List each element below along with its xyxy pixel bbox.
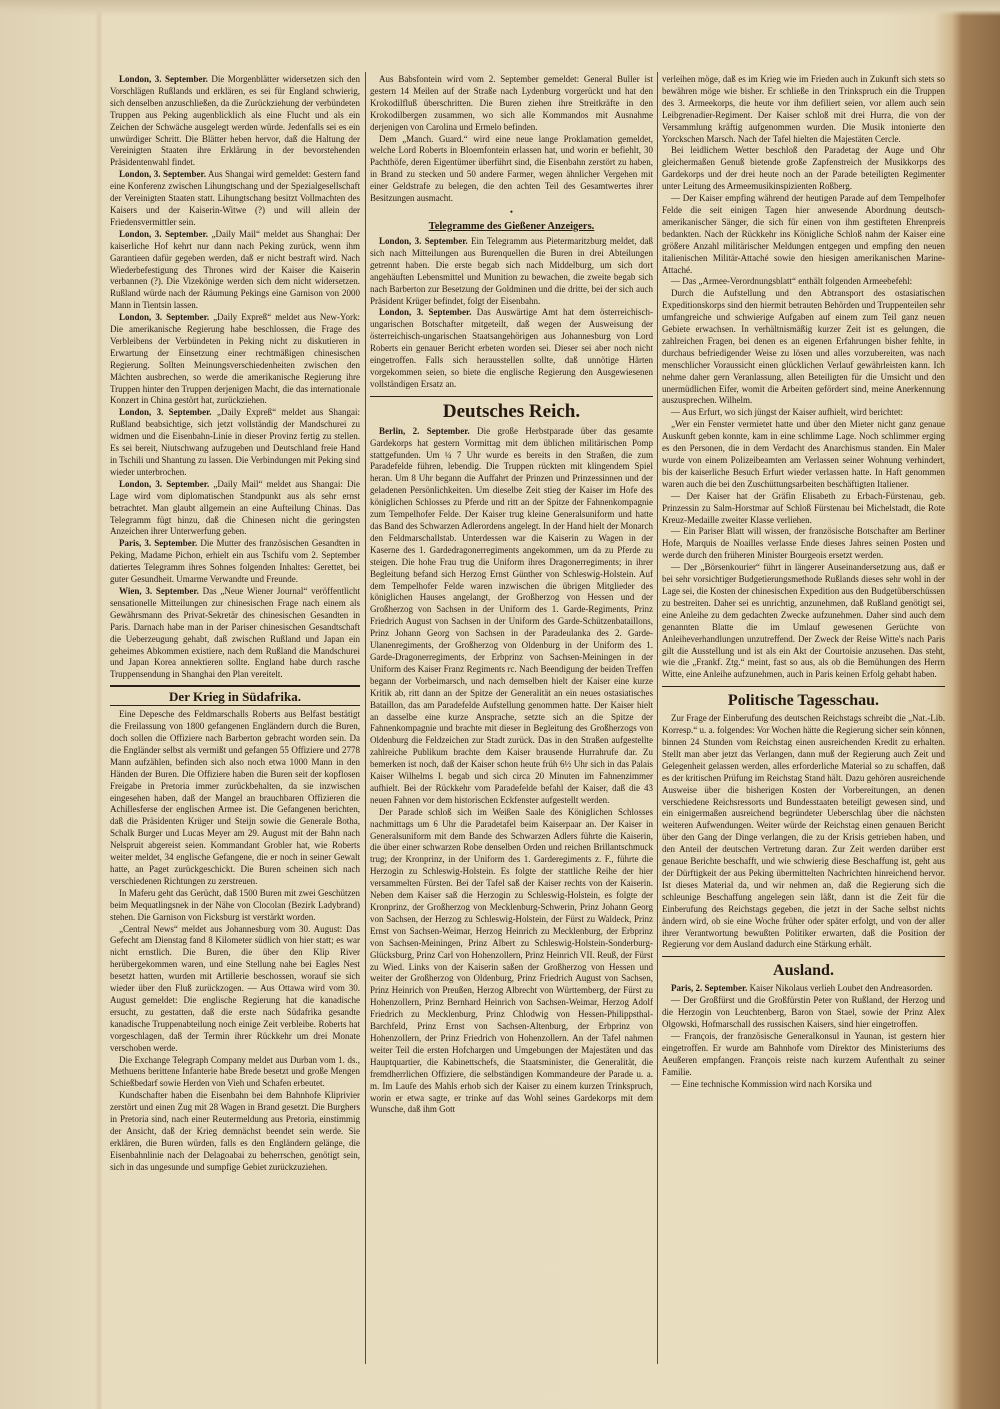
article-paragraph: — Der Kaiser empfing während der heutigen Parade auf dem Tempelhofer Felde die seit einigen Tagen hier anwesende Abordnung deutsch-amerikanischer Sänger, die sich für einen von ihm gestifteten Ehrenpreis bedankten. Nach der Rückkehr ins Königliche Schloß nahm der Kaiser eine größere Anzahl militärischer Meldungen entgegen und empfing den neuen italienischen Militär-Attaché sowie den hiesigen amerikanischen Marine-Attaché. <box>662 193 945 275</box>
column-3 <box>662 74 945 1362</box>
column-1 <box>110 74 360 1362</box>
article-paragraph: Durch die Aufstellung und den Abtransport des ostasiatischen Expeditionskorps sind den hiermit betrauten Behörden und Truppenteilen sehr umfangreiche und schwierige Aufgaben auf einem zum Teil ganz neuen Gebiete erwachsen. In verhältnismäßig kurzer Zeit ist es gelungen, die zahlreichen Fragen, bei denen es an eigenen Erfahrungen bisher fehlte, in durchaus befriedigender Weise zu lösen und alles vorzubereiten, was nach menschlicher Voraussicht einen glücklichen Verlauf gewährleisten kann. Ich nehme daher gern Veranlassung, allen Beteiligten für die Umsicht und den unermüdlichen Eifer, womit die Arbeiten gefördert sind, meine Anerkennung auszusprechen. Wilhelm. <box>662 288 945 406</box>
section-heading: Der Krieg in Südafrika. <box>110 685 360 706</box>
column-rule <box>657 72 658 1364</box>
dateline: London, 3. September. <box>119 169 206 180</box>
section-heading: Ausland. <box>662 956 945 980</box>
article-paragraph: Aus Babsfontein wird vom 2. September gemeldet: General Buller ist gestern 14 Meilen auf der Straße nach Lydenburg vorgerückt und hat den Krokodilfluß überschritten. Die Buren ziehen ihre Streitkräfte in den Krokodilbergen zusammen, wo sich alle Kommandos mit Ausnahme derjenigen von Carolina und Ermelo befinden. <box>370 74 653 132</box>
paragraph-text: Das Auswärtige Amt hat dem österreichisch-ungarischen Botschafter mitgeteilt, daß wegen der Ausweisung der österreichisch-ungarischen Staatsangehörigen aus Johannesburg von Lord Roberts ein genauer Bericht erbeten worden sei. Dieser sei aber noch nicht eingetroffen. Falls sich herausstellen sollte, daß unnötige Härten vorgekommen seien, so biete die englische Regierung den Ausgewiesenen vollständigen Ersatz an. <box>370 307 653 389</box>
article-paragraph: — Aus Erfurt, wo sich jüngst der Kaiser aufhielt, wird berichtet: <box>671 407 903 418</box>
dateline: London, 3. September. <box>119 407 212 418</box>
article-paragraph: — Der Kaiser hat der Gräfin Elisabeth zu Erbach-Fürstenau, geb. Prinzessin zu Salm-Horstmar auf Schloß Fürstenau bei Michelstadt, die Rote Kreuz-Medaille zweiter Klasse verliehen. <box>662 490 945 525</box>
dateline: London, 3. September. <box>119 228 208 239</box>
dateline: London, 3. September. <box>379 235 468 246</box>
paragraph-text: Kaiser Nikolaus verlieh Loubet den Andreasorden. <box>749 983 933 994</box>
paragraph-text: Die Morgenblätter widersetzen sich den Vorschlägen Rußlands und erklären, es sei für England schwierig, sich denselben anzuschließen, da die Zurückziehung der verbündeten Truppen aus Peking augenblicklich als eine Flucht und als ein Zeichen der Schwäche ausgelegt werden würde. Jedenfalls sei es ein unwürdiger Schritt. Die Blätter heben hervor, daß die Haltung der Vereinigten Staaten ihre Erklärung in der bevorstehenden Präsidentenwahl findet. <box>110 74 360 168</box>
article-paragraph: verleihen möge, daß es im Krieg wie im Frieden auch in Zukunft sich stets so bewähren möge wie bisher. Er schließe in den Trinkspruch ein die Truppen des 3. Armeekorps, die heute vor ihm defiliert seien, vor allem auch sein Leibgrenadier-Regiment. Der Kaiser schloß mit drei Hurra, die von der Versammlung kräftig aufgenommen wurden. Die Musik intonierte den Yorckschen Marsch. Nach der Tafel hielten die Majestäten Cercle. <box>662 74 945 144</box>
paragraph-text: Die große Herbstparade über das gesamte Gardekorps hat gestern Vormittag mit dem üblichen militärischen Pomp stattgefunden. Um ¼ 7 Uhr wurde es bereits in den Straßen, die zum Paradefelde führen, lebendig. Die Truppen rückten mit klingendem Spiel heran. Um 8 Uhr begann die Auffahrt der Prinzen und Prinzessinnen und der geladenen Persönlichkeiten. Um dieselbe Zeit stieg der Kaiser im Hofe des königlichen Schlosses zu Pferde und ritt an der Spitze der Fahnenkompagnie zum Tempelhofer Felde. Der Kaiser trug kleine Generalsuniform und hatte das Band des Schwarzen Adlerordens angelegt. In der Hand hielt der Monarch den Feldmarschallstab. Unterdessen war die Kaiserin zu Wagen in der Kaserne des 1. Gardedragonerregiments angekommen, um da zu Pferde zu steigen. Die hohe Frau trug die Uniform ihres Dragonerregiments; in ihrer Begleitung befand sich Herzog Ernst Günther von Schleswig-Holstein. Auf dem Tempelhofer Felde waren inzwischen die übrigen Mitglieder des königlichen Hauses angelangt, der Großherzog von Hessen und der Großherzog von Sachsen in der Uniform des 1. Garde-Regiments, Prinz Friedrich August von Sachsen in der Uniform des Garde-Schützenbataillons, Prinz Johann Georg von Sachsen in der Paradeulanka des 2. Garde-Ulanenregiments, der Großherzog von Oldenburg in der Uniform des 1. Garde-Dragonerregiments, der Erbprinz von Sachsen-Meiningen in der Uniform des Kaiser Franz Regiments rc. Nach Beendigung der beiden Treffen begann der Vorbeimarsch, und nach demselben hielt der Kaiser eine kurze Kritik ab, ritt dann an der Spitze der Generalität an ein neues ostasiatisches Bataillon, das am Paradefelde Aufstellung genommen hatte. Der Kaiser hielt an dasselbe eine kurze Ansprache, setzte sich an die Spitze der Fahnenkompagnie und brachte mit dieser in Begleitung des Großherzogs von Oldenburg die Feldzeichen zur Stadt zurück. Das in den Straßen aufgestellte zahlreiche Publikum brachte dem Kaiser brausende Hurrahrufe dar. Zu bemerken ist noch, daß der Kaiser schon heute früh 6½ Uhr sich in das Palais Kaiser Wilhelms I. begab und sich circa 20 Minuten im Fahnenzimmer aufhielt. Bei der Rückkehr vom Paradefelde befahl der Kaiser, daß die 43 neuen Fahnen vor dem historischen Eckfenster aufgestellt werden. <box>370 425 653 805</box>
article-paragraph: — Ein Pariser Blatt will wissen, der französische Botschafter am Berliner Hofe, Marquis de Noailles verlasse Ende dieses Jahres seinen Posten und werde durch den früheren Minister Bourgeois ersetzt werden. <box>662 526 945 561</box>
article-paragraph <box>370 236 653 307</box>
article-paragraph <box>662 983 945 995</box>
article-paragraph: Bei leidlichem Wetter beschloß den Paradetag der Auge und Ohr gleichermaßen Genuß bietende große Zapfenstreich der Musikkorps des Gardekorps und der drei heute noch an der Parade beteiligten Regimenter unter Leitung des Armeemusikinspizienten Roßberg. <box>662 145 945 192</box>
paragraph-text: „Daily Expreß“ meldet aus New-York: Die amerikanische Regierung habe beschlossen, die Frage des Verbleibens der Verbündeten in Peking nicht zu diskutieren in Erwartung der Einsetzung einer rechtmäßigen chinesischen Regierung. Sollten Meinungsverschiedenheiten zwischen den Mächten ausbrechen, so werde die amerikanische Regierung ihre Truppen hinter den Truppen derjenigen Macht, die das internationale Konzert in China gestört hat, zurückziehen. <box>110 312 360 406</box>
article-paragraph: — Eine technische Kommission wird nach Korsika und <box>671 1078 872 1089</box>
dateline: London, 3. September. <box>119 478 210 489</box>
column-2 <box>370 74 653 1362</box>
article-paragraph: Zur Frage der Einberufung des deutschen Reichstags schreibt die „Nat.-Lib. Korresp.“ u. a. folgendes: Vor Wochen hätte die Regierung sicher sein können, binnen 24 Stunden vom Reichstag einen ausreichenden Kredit zu erhalten. Stellt man aber jetzt das Verlangen, dann muß der Regierung auch Zeit und Gelegenheit gelassen werden, alles erforderliche Material so zu schaffen, daß es der kritischen Prüfung im Reichstag Stand hält. Dazu gehören ausreichende Ausweise über die bisherigen Kosten der Vorbereitungen, an denen verschiedene Reichsressorts und Bundesstaaten beteiligt gewesen sind, und ein einigermaßen ausreichend begründeter Ueberschlag über die nächsten weiteren Aufwendungen. Weiter würde der Reichstag einen genauen Bericht über den Gang der Dinge verlangen, die zu der Krisis getrieben haben, und den Anteil der deutschen Vertretung daran. Zur Zeit werden darüber erst genaue Berichte beschafft, und wie schwierig diese Beschaffung ist, geht aus der Dürftigkeit der aus Peking übermittelten Nachrichten hinreichend hervor. Ist dieses Material da, und wir nehmen an, daß die Regierung sich die schleunige Beschaffung angelegen sein läßt, dann ist die Zeit für die Einberufung des Reichstags gegeben, die jetzt in der Sache selbst nichts ändern wird, ob sie eine Woche früher oder später erfolgt, und von der aller ihrer Verantwortung bewußten Politiker erwarten, daß die Position der Regierung vor dem Ausland dadurch eine Stärkung erhält. <box>662 713 945 950</box>
article-paragraph: Dem „Manch. Guard.“ wird eine neue lange Proklamation gemeldet, welche Lord Roberts in Bloemfontein erlassen hat, und worin er befiehlt, 30 Pachthöfe, deren Eigentümer überführt sind, die Eisenbahn zerstört zu haben, in Brand zu stecken und 50 andere Farmer, wegen ähnlicher Vergehen mit einer Geldstrafe zu belegen, die den achten Teil des Gesamtwertes ihrer Besitzungen ausmacht. <box>370 133 653 204</box>
paragraph-text: Ein Telegramm aus Pietermaritzburg meldet, daß sich nach Mitteilungen aus Burenquellen die Buren in drei Abteilungen getrennt haben. Die erste begab sich nach Middelburg, um sich dort angehäuften Lebensmittel und Munition zu bewachen, die zweite begab sich nach Barberton zur Besetzung der Goldminen und die dritte, bei der sich auch Präsident Krüger befindet, folgt der Eisenbahn. <box>370 235 653 306</box>
dateline: Paris, 2. September. <box>671 983 748 994</box>
article-paragraph: Der Parade schloß sich im Weißen Saale des Königlichen Schlosses nachmittags um 6 Uhr die Paradetafel beim Kaiserpaar an. Der Kaiser in Generalsuniform mit dem Bande des Schwarzen Adlers führte die Kaiserin, die über einer schwarzen Robe denselben Orden und reichen Brillantschmuck trug; der Kronprinz, in der Uniform des 1. Garderegiments z. F., führte die Herzogin zu Schleswig-Holstein. Es folgte der stattliche Reihe der hier versammelten Fürsten. Bei der Tafel saß der Kaiser rechts von der Kaiserin. Neben dem Kaiser saß die Herzogin zu Schleswig-Holstein, es folgte der Kronprinz, der Großherzog von Mecklenburg-Schwerin, Prinz Johann Georg von Sachsen, der Herzog zu Schleswig-Holstein, der Fürst zu Waldeck, Prinz Ernst von Sachsen-Weimar, Herzog Heinrich zu Mecklenburg, der Erbprinz von Sachsen-Meiningen, Prinz Albert zu Schleswig-Holstein-Sonderburg-Glücksburg, Prinz Carl von Hohenzollern, Prinz Heinrich VII. Reuß, der Fürst zu Wied. Links von der Kaiserin saßen der Großherzog von Hessen und weiter der Großherzog von Oldenburg, Prinz Friedrich August von Sachsen, Prinz Heinrich von Preußen, Herzog Albrecht von Württemberg, der Fürst zu Hohenzollern, Prinz Bernhard Heinrich von Sachsen-Weimar, Herzog Adolf Friedrich zu Mecklenburg, Prinz Chlodwig von Hessen-Philippsthal-Barchfeld, Prinz Ernst von Sachsen-Altenburg, der Erbprinz von Hohenzollern, der Prinz Friedrich von Hohenzollern. An der Tafel nahmen weiter Teil die ersten Hofchargen und Umgebungen der Majestäten und das Hauptquartier, die Kabinettschefs, die Staatsminister, die Generalität, die fremdherrlichen Offiziere, die selbständigen Kommandeure der Parade u. a. m. Im Laufe des Mahls erhob sich der Kaiser zu einem kurzen Trinkspruch, worin er etwa sagte, er trinke auf das Wohl seines Gardekorps mit dem Wunsche, daß ihm Gott <box>370 806 653 1115</box>
page-top-edge <box>0 0 1000 16</box>
article-paragraph <box>110 74 360 169</box>
dateline: Berlin, 2. September. <box>379 425 470 436</box>
paragraph-text: „Daily Mail“ meldet aus Shanghai: Der kaiserliche Hof kehrt nur dann nach Peking zurück, wenn ihm Garantieen dafür gegeben werden, daß er nicht bestraft wird. Nach Wiederbefestigung des Thrones wird der Kaiser die Kaiserin verbannen (?). Die Vizekönige werden sich dem nicht widersetzen. Rußland würde nach der Räumung Pekings eine Garnison von 2000 Mann in Tientsin lassen. <box>110 228 360 311</box>
section-heading: Politische Tagesschau. <box>662 686 945 710</box>
article-paragraph <box>370 307 653 390</box>
article-paragraph: — Das „Armee-Verordnungsblatt“ enthält folgenden Armeebefehl: <box>671 276 913 287</box>
dateline: London, 3. September. <box>119 312 210 323</box>
article-paragraph <box>110 479 360 539</box>
paragraph-text: Die Mutter des französischen Gesandten in Peking, Madame Pichon, erhielt ein aus Tschifu vom 2. September datiertes Telegramm ihres Sohnes folgenden Inhaltes: Gerettet, bei guter Gesundheit. Umarme Verwandte und Freunde. <box>110 538 360 585</box>
paragraph-text: „Daily Expreß“ meldet aus Shangai: Rußland beabsichtige, sich jetzt vollständig der Mandschurei zu widmen und die Eisenbahn-Linie in dieser Provinz fertig zu stellen. Es sei bereit, Niutschwang aufzugeben und Deutschland freie Hand in Tschili und Shantung zu lassen. Die Verbindungen mit Peking sind wieder unterbrochen. <box>110 407 360 477</box>
article-paragraph: — Der „Börsenkourier“ führt in längerer Auseinandersetzung aus, daß er bei sehr vorsichtiger Budgetierungsmethode Rußlands dieses sehr wohl in der Lage sei, die Kosten der chinesischen Expedition aus den Budgetüberschüssen zu bestreiten. Daher sei es unrichtig, anzunehmen, daß Rußland genötigt sei, eine Anleihe zu dem gedachten Zwecke aufzunehmen. Daher sind auch dem genannten Blatte die im Umlauf gewesenen Gerüchte von Anleiheverhandlungen unzutreffend. Der Zweck der Reise Witte's nach Paris gilt die Ausstellung und ist als ein Akt der Courtoisie anzusehen. Das steht, wie die „Frankf. Ztg.“ meint, fast so aus, als ob die Bemühungen des Herrn Witte, eine Anleihe aufzunehmen, auch in Paris keinen Erfolg gehabt haben. <box>662 562 945 680</box>
paragraph-text: Aus Shangai wird gemeldet: Gestern fand eine Konferenz zwischen Lihungtschang und der Spezialgesellschaft der Vereinigten Staaten statt. Lihungtschang besitzt Vollmachten des Kaisers und der Kaiserin-Witwe (?) und will allein der Friedensvermittler sein. <box>110 169 360 227</box>
column-rule <box>365 72 366 1364</box>
article-paragraph <box>110 586 360 681</box>
article-paragraph <box>110 169 360 229</box>
paragraph-text: „Daily Mail“ meldet aus Shangai: Die Lage wird vom diplomatischen Standpunkt aus als sehr ernst betrachtet. Man glaubt allgemein an eine Aufteilung Chinas. Das Telegramm fügt hinzu, daß die Chinesen nicht die geringsten Anzeichen ihrer Unterwerfung geben. <box>110 478 360 537</box>
article-paragraph <box>370 426 653 807</box>
article-paragraph <box>110 229 360 312</box>
article-paragraph: „Central News“ meldet aus Johannesburg vom 30. August: Das Gefecht am Dienstag fand 8 Kilometer südlich von hier statt; es war nicht ernstlich. Die Buren, die über den Klip River herübergekommen waren, und eine Stellung nahe bei Eagles Nest besetzt hatten, wurden mit Artillerie beschossen, worauf sie sich wieder über den Fluß zurückzogen. — Aus Ottawa wird vom 30. August gemeldet: Die englische Regierung hat die kanadische ersucht, zu gestatten, daß die erste nach Südafrika gesandte kanadische Truppenabteilung noch einige Zeit verbleibe. Roberts hat vorgeschlagen, daß der Termin ihrer Rückkehr um drei Monate verschoben werde. <box>110 923 360 1053</box>
article-paragraph: — Der Großfürst und die Großfürstin Peter von Rußland, der Herzog und die Herzogin von Leuchtenberg, Baron von Stael, sowie der Prinz Alex Olgowski, Hofmarschall des russischen Kaisers, sind hier eingetroffen. <box>662 995 945 1030</box>
section-heading: Deutsches Reich. <box>370 396 653 423</box>
article-paragraph: Die Exchange Telegraph Company meldet aus Durban vom 1. ds., Methuens berittene Infanterie habe Brede besetzt und große Mengen Schießbedarf sowie Herden von Vieh und Schafen erbeutet. <box>110 1054 360 1089</box>
section-heading: Telegramme des Gießener Anzeigers. <box>428 220 595 232</box>
article-paragraph: Kundschafter haben die Eisenbahn bei dem Bahnhofe Kliprivier zerstört und einen Zug mit 28 Wagen in Brand gesetzt. Die Burghers in Pretoria sind, nach einer Reutermeldung aus Pretoria, einstimmig der Ansicht, daß der Krieg demnächst beendet sein werde. Sie erklären, die Buren würden, falls es den Engländern gelänge, die Eisenbahnlinie nach der Delagoabai zu beherrschen, genötigt sein, sich in das ungesunde und sumpfige Gebiet zurückzuziehen. <box>110 1090 360 1172</box>
article-paragraph: „Wer ein Fenster vermietet hatte und über den Mieter nicht ganz genaue Auskunft geben konnte, kam in eine schlimme Lage. Noch schlimmer erging es den Personen, die in dem Verdacht des Anarchismus standen. Ein Maler wurde von einem Polizeibeamten am Verlassen seiner Wohnung verhindert, bis der kaiserliche Besuch Erfurt wieder verlassen hatte. In Haft genommen waren auch die bei den Zuschüttungsarbeiten beschäftigten Italiener. <box>662 419 945 489</box>
dateline: London, 3. September. <box>379 307 472 318</box>
dateline: Paris, 3. September. <box>119 538 198 549</box>
article-paragraph <box>110 312 360 407</box>
article-paragraph: — François, der französische Generalkonsul in Yaunan, ist gestern hier eingetroffen. Er wurde am Bahnhofe vom Direktor des Ministeriums des Aeußeren empfangen. François reiste nach kurzem Aufenthalt zu seiner Familie. <box>662 1030 945 1077</box>
dateline: Wien, 3. September. <box>119 585 199 596</box>
paragraph-text: Das „Neue Wiener Journal“ veröffentlicht sensationelle Mitteilungen zur chinesischen Frage nach einem als Gewährsmann des Privat-Sekretär des chinesischen Gesandten in Paris. Darnach habe man in der Pariser chinesischen Gesandtschaft die Ueberzeugung gehabt, daß zwischen Rußland und Japan ein geheimes Abkommen existiere, nach dem Rußland die Mandschurei und Japan Korea annektieren sollte. England habe durch rasche Truppensendung in Shanghai den Plan vereitelt. <box>110 585 360 680</box>
article-paragraph: In Maferu geht das Gerücht, daß 1500 Buren mit zwei Geschützen beim Mequatlingsnek in der Nähe von Clocolan (Bezirk Ladybrand) stehen. Die Garnison von Ficksburg ist verstärkt worden. <box>110 887 360 922</box>
article-paragraph <box>110 538 360 586</box>
article-paragraph <box>110 407 360 478</box>
article-paragraph: Eine Depesche des Feldmarschalls Roberts aus Belfast bestätigt die Freilassung von 1800 gefangenen Engländern durch die Buren, doch sollen die Offiziere nach Barberton gebracht worden sein. Da die Engländer selbst als vermißt und gefangen 55 Offiziere und 2778 Mann aufzählen, befinden sich also noch etwa 1000 Mann in den Händen der Buren. Die Offiziere haben die Buren seit der kopflosen Freigabe in Pretoria immer zurückbehalten, da sie inzwischen eingesehen haben, daß der Mangel an brauchbaren Offizieren die Achillesferse der englischen Armee ist. Die Gefangenen berichten, daß die Präsidenten Krüger und Steijn sowie die Generale Botha, Schalk Burger und Lucas Meyer am 29. August mit der Bahn nach Nelspruit abgereist seien. Kommandant Grobler hat, wie Roberts weiter meldet, 34 englische Gefangene, die er noch in seiner Gewalt hatte, an Paget zurückgeschickt. Die Buren scheinen sich nach verschiedenen Richtungen zu zerstreuen. <box>110 709 360 886</box>
dateline: London, 3. September. <box>119 74 208 84</box>
ornament-separator: • <box>509 206 514 217</box>
